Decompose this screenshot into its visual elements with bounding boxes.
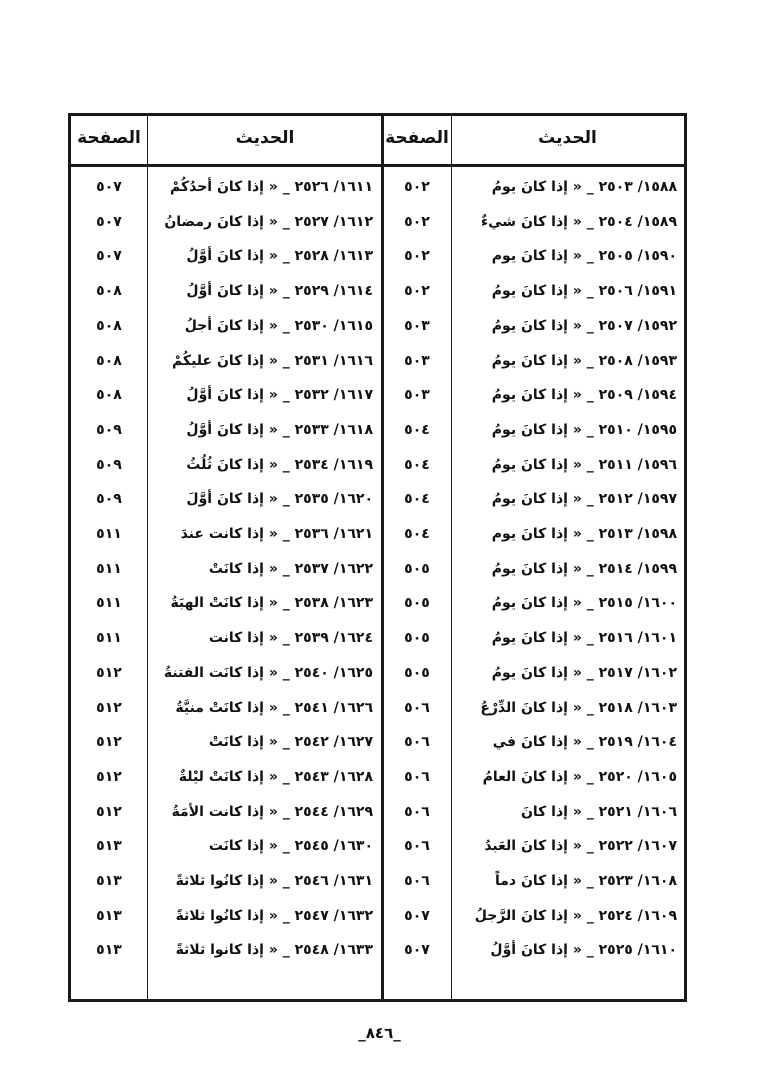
hadith-entry-left: ١٦١٣/ ٢٥٢٨ _ « إذا كانَ أوَّلُ — [186, 248, 373, 265]
hadith-entry-left: ١٦٢٥/ ٢٥٤٠ _ « إذا كانَت الفتنةُ — [163, 664, 373, 681]
page-ref-left: ٥١١ — [96, 560, 122, 577]
hadith-entry-left: ١٦٣٠/ ٢٥٤٥ _ « إذا كانَت — [208, 838, 373, 855]
hadith-entry-left: ١٦٢٠/ ٢٥٣٥ _ « إذا كانَ أوَّلَ — [186, 491, 373, 508]
hadith-entry-left: ١٦٢٧/ ٢٥٤٢ _ « إذا كانَتْ — [208, 734, 373, 751]
page-ref-left: ٥١٢ — [96, 803, 122, 820]
table-row — [71, 274, 684, 309]
table-row — [71, 517, 684, 552]
page-ref-left: ٥٠٨ — [96, 387, 122, 404]
page-ref-left: ٥٠٧ — [96, 248, 122, 265]
page-ref-right: ٥٠٤ — [404, 491, 430, 508]
table-row — [71, 482, 684, 517]
hadith-entry-left: ١٦١٤/ ٢٥٢٩ _ « إذا كانَ أوَّلُ — [186, 283, 373, 300]
hadith-entry-right: ١٦٠٨/ ٢٥٢٣ _ « إذا كانَ دماً — [494, 873, 677, 889]
table-row — [71, 205, 684, 240]
page-ref-left: ٥٠٧ — [96, 213, 122, 230]
page-ref-right: ٥٠٣ — [404, 317, 430, 334]
page-ref-right: ٥٠٢ — [404, 179, 430, 195]
page-ref-right: ٥٠٦ — [404, 734, 430, 751]
page-ref-left: ٥٠٨ — [96, 352, 122, 369]
header-page-left: الصفحة — [77, 128, 141, 148]
hadith-entry-right: ١٥٩٠/ ٢٥٠٥ _ « إذا كانَ يوم — [491, 248, 677, 265]
header-hadith-left: الحديث — [235, 128, 295, 148]
hadith-entry-left: ١٦٢٣/ ٢٥٣٨ _ « إذا كانَتْ الهبَةُ — [170, 595, 373, 612]
hadith-entry-right: ١٥٨٨/ ٢٥٠٣ _ « إذا كانَ يومُ — [491, 179, 677, 195]
hadith-entry-right: ١٦٠٦/ ٢٥٢١ _ « إذا كانَ — [520, 803, 677, 820]
hadith-entry-right: ١٥٩٨/ ٢٥١٣ _ « إذا كانَ يوم — [491, 526, 677, 542]
page-ref-right: ٥٠٦ — [404, 768, 430, 785]
hadith-entry-left: ١٦٣٢/ ٢٥٤٧ _ « إذا كانُوا ثلاثةً — [175, 907, 373, 924]
hadith-entry-left: ١٦٢١/ ٢٥٣٦ _ « إذا كانت عندَ — [180, 526, 373, 542]
table-row — [71, 899, 684, 934]
table-row — [71, 829, 684, 864]
hadith-entry-right: ١٦١٠/ ٢٥٢٥ _ « إذا كانَ أوَّلُ — [490, 942, 677, 959]
table-row — [71, 170, 684, 205]
page-ref-left: ٥٠٧ — [96, 179, 122, 195]
page-ref-right: ٥٠٥ — [404, 630, 430, 647]
hadith-entry-left: ١٦٢٦/ ٢٥٤١ _ « إذا كانَتْ منيَّةُ — [175, 699, 373, 716]
page-ref-right: ٥٠٤ — [404, 421, 430, 438]
page-ref-left: ٥١٢ — [96, 699, 122, 716]
table-header-row — [71, 116, 684, 167]
hadith-entry-left: ١٦١٧/ ٢٥٣٢ _ « إذا كانَ أوَّلُ — [186, 387, 373, 404]
page-ref-left: ٥١٣ — [96, 942, 122, 959]
hadith-entry-right: ١٦٠٢/ ٢٥١٧ _ « إذا كانَ يومُ — [491, 664, 677, 681]
hadith-entry-left: ١٦١٥/ ٢٥٣٠ _ « إذا كانَ أجلُ — [184, 317, 373, 334]
hadith-entry-right: ١٥٩٦/ ٢٥١١ _ « إذا كانَ يومُ — [491, 456, 677, 473]
hadith-entry-left: ١٦٣١/ ٢٥٤٦ _ « إذا كانُوا ثلاثةً — [175, 873, 373, 889]
hadith-entry-left: ١٦٣٣/ ٢٥٤٨ _ « إذا كانوا ثلاثةً — [175, 942, 373, 959]
table-row — [71, 864, 684, 899]
table-row — [71, 725, 684, 760]
page-ref-left: ٥١٢ — [96, 734, 122, 751]
header-hadith-right: الحديث — [538, 128, 597, 148]
table-row — [71, 586, 684, 621]
page-ref-right: ٥٠٢ — [404, 248, 430, 265]
page-ref-right: ٥٠٦ — [404, 838, 430, 855]
page-ref-right: ٥٠٣ — [404, 387, 430, 404]
page-ref-left: ٥١٢ — [96, 664, 122, 681]
hadith-entry-right: ١٥٩٥/ ٢٥١٠ _ « إذا كانَ يومُ — [491, 421, 677, 438]
table-row — [71, 691, 684, 726]
hadith-entry-left: ١٦١١/ ٢٥٢٦ _ « إذا كانَ أحدُكُمْ — [169, 179, 373, 195]
table-row — [71, 621, 684, 656]
hadith-entry-right: ١٥٩٢/ ٢٥٠٧ _ « إذا كانَ يومُ — [491, 317, 677, 334]
page-ref-right: ٥٠٤ — [404, 526, 430, 542]
hadith-entry-right: ١٥٩٤/ ٢٥٠٩ _ « إذا كانَ يومُ — [491, 387, 677, 404]
table-row — [71, 413, 684, 448]
table-row — [71, 933, 684, 968]
page-ref-left: ٥٠٩ — [96, 491, 122, 508]
hadith-index-table — [68, 113, 687, 1002]
table-row — [71, 656, 684, 691]
hadith-entry-left: ١٦٢٤/ ٢٥٣٩ _ « إذا كانت — [208, 630, 373, 647]
table-row — [71, 795, 684, 830]
table-row — [71, 239, 684, 274]
hadith-entry-left: ١٦٢٩/ ٢٥٤٤ _ « إذا كانت الأمَةُ — [171, 803, 373, 820]
hadith-entry-left: ١٦١٩/ ٢٥٣٤ _ « إذا كانَ ثُلُثُ — [186, 456, 373, 473]
page-ref-right: ٥٠٧ — [404, 942, 430, 959]
table-row — [71, 309, 684, 344]
hadith-entry-left: ١٦١٦/ ٢٥٣١ _ « إذا كانَ عليكُمْ — [171, 352, 373, 369]
hadith-entry-right: ١٦٠٧/ ٢٥٢٢ _ « إذا كانَ العَبدُ — [484, 838, 677, 855]
page-ref-left: ٥١١ — [96, 630, 122, 647]
page-ref-right: ٥٠٢ — [404, 283, 430, 300]
page-ref-right: ٥٠٥ — [404, 560, 430, 577]
hadith-entry-right: ١٦٠٠/ ٢٥١٥ _ « إذا كانَ يومُ — [491, 595, 677, 612]
hadith-entry-right: ١٦٠٤/ ٢٥١٩ _ « إذا كانَ في — [492, 734, 677, 751]
table-row — [71, 552, 684, 587]
hadith-entry-right: ١٦٠٥/ ٢٥٢٠ _ « إذا كانَ العامُ — [482, 768, 677, 785]
header-page-right: الصفحة — [385, 128, 449, 148]
hadith-entry-left: ١٦٢٨/ ٢٥٤٣ _ « إذا كانَتْ ليْلةٌ — [178, 768, 373, 785]
page-ref-left: ٥١١ — [96, 526, 122, 542]
page-ref-left: ٥١٣ — [96, 838, 122, 855]
page-ref-left: ٥٠٨ — [96, 283, 122, 300]
hadith-entry-left: ١٦٢٢/ ٢٥٣٧ _ « إذا كانَتْ — [208, 560, 373, 577]
table-row — [71, 344, 684, 379]
page-ref-left: ٥١١ — [96, 595, 122, 612]
page-ref-right: ٥٠٥ — [404, 595, 430, 612]
page-ref-left: ٥٠٨ — [96, 317, 122, 334]
hadith-entry-right: ١٥٩٧/ ٢٥١٢ _ « إذا كانَ يومُ — [491, 491, 677, 508]
page-ref-right: ٥٠٦ — [404, 873, 430, 889]
table-row — [71, 760, 684, 795]
hadith-entry-right: ١٥٩٣/ ٢٥٠٨ _ « إذا كانَ يومُ — [491, 352, 677, 369]
page-ref-right: ٥٠٥ — [404, 664, 430, 681]
page-ref-left: ٥٠٩ — [96, 421, 122, 438]
hadith-entry-right: ١٦٠٣/ ٢٥١٨ _ « إذا كانَ الدِّرْعُ — [480, 699, 677, 716]
page-ref-right: ٥٠٣ — [404, 352, 430, 369]
page-ref-right: ٥٠٤ — [404, 456, 430, 473]
hadith-entry-right: ١٥٨٩/ ٢٥٠٤ _ « إذا كانَ شيءٌ — [480, 213, 677, 230]
page-ref-left: ٥٠٩ — [96, 456, 122, 473]
page-ref-left: ٥١٣ — [96, 873, 122, 889]
hadith-entry-left: ١٦١٢/ ٢٥٢٧ _ « إذا كانَ رمضانُ — [164, 213, 373, 230]
page-ref-right: ٥٠٦ — [404, 699, 430, 716]
hadith-entry-right: ١٦٠١/ ٢٥١٦ _ « إذا كانَ يومُ — [491, 630, 677, 647]
page-ref-right: ٥٠٦ — [404, 803, 430, 820]
table-row — [71, 378, 684, 413]
page-ref-left: ٥١٢ — [96, 768, 122, 785]
page-ref-right: ٥٠٧ — [404, 907, 430, 924]
page-ref-left: ٥١٣ — [96, 907, 122, 924]
hadith-entry-right: ١٥٩١/ ٢٥٠٦ _ « إذا كانَ يومُ — [491, 283, 677, 300]
hadith-entry-left: ١٦١٨/ ٢٥٣٣ _ « إذا كانَ أوَّلُ — [186, 421, 373, 438]
hadith-entry-right: ١٥٩٩/ ٢٥١٤ _ « إذا كانَ يومُ — [491, 560, 677, 577]
page-ref-right: ٥٠٢ — [404, 213, 430, 230]
page-number: _٨٤٦_ — [358, 1024, 401, 1042]
table-row — [71, 448, 684, 483]
hadith-entry-right: ١٦٠٩/ ٢٥٢٤ _ « إذا كانَ الرَّجلُ — [474, 907, 677, 924]
